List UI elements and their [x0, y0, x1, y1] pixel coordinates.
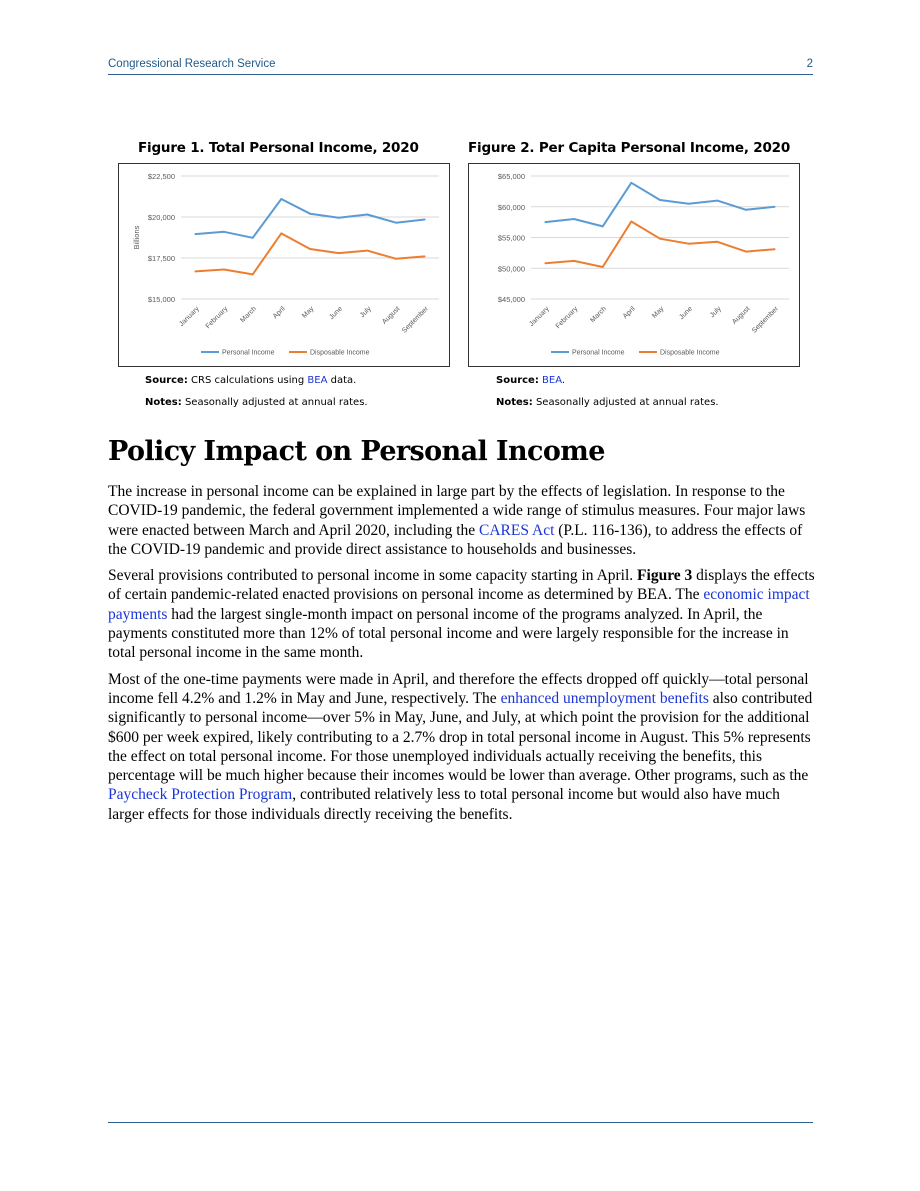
source-label: Source:	[145, 375, 188, 386]
data-point	[280, 233, 282, 235]
x-tick-label: September	[750, 305, 781, 335]
x-tick-label: May	[301, 305, 316, 320]
data-point	[630, 221, 632, 223]
figure-1-title: Figure 1. Total Personal Income, 2020	[138, 140, 419, 156]
data-point	[774, 206, 776, 208]
source-text: CRS calculations using	[191, 375, 305, 386]
notes-label: Notes:	[145, 397, 182, 408]
series-line-personal-income	[195, 199, 424, 238]
data-point	[252, 274, 254, 276]
y-tick-label: $20,000	[147, 213, 175, 222]
data-point	[366, 250, 368, 252]
chart-2-svg	[469, 164, 799, 366]
source-text-end: data.	[330, 375, 357, 386]
chart-1-svg	[119, 164, 449, 366]
x-tick-label: June	[328, 305, 345, 322]
figure-1-chart	[118, 163, 450, 367]
x-tick-label: March	[589, 305, 609, 325]
cares-act-link[interactable]: CARES Act	[479, 521, 555, 539]
x-tick-label: June	[678, 305, 695, 322]
data-point	[424, 255, 426, 257]
data-point	[659, 199, 661, 201]
data-point	[745, 209, 747, 211]
figure-1-notes	[145, 397, 368, 408]
data-point	[774, 248, 776, 250]
y-tick-label: $65,000	[497, 172, 525, 181]
data-point	[573, 260, 575, 262]
data-point	[223, 231, 225, 233]
data-point	[716, 200, 718, 202]
data-point	[338, 252, 340, 254]
data-point	[395, 258, 397, 260]
bea-link[interactable]: BEA	[307, 375, 328, 386]
notes-label: Notes:	[496, 397, 533, 408]
data-point	[424, 219, 426, 221]
data-point	[544, 262, 546, 264]
p3-text-b: also contributed significantly to personal income—over 5% in May, June, and July, at which point the provision for the additional $600 per week expired, likely contributing to a 2.7% drop in total personal income in August. This 5% represents the effect on total personal income. For those unemployed individuals actually receiving the benefits, this percentage will be much higher because their incomes would be lower than average. Other programs, such as the	[108, 689, 813, 785]
x-tick-label: August	[731, 305, 752, 326]
data-point	[366, 214, 368, 216]
x-tick-label: January	[528, 305, 551, 329]
data-point	[745, 251, 747, 253]
x-tick-label: July	[358, 305, 373, 320]
legend-label: Disposable Income	[660, 349, 720, 357]
y-tick-label: $55,000	[497, 233, 525, 243]
data-point	[309, 248, 311, 250]
p3-text-a: Most of the one-time payments were made in April, and therefore the effects dropped off quickly—total personal income fell 4.2% and 1.2% in May and June, respectively. The	[108, 670, 809, 707]
figure-1-source	[145, 375, 356, 386]
p1-text-b: (P.L. 116-136), to address the effects of the COVID-19 pandemic and provide direct assistance to households and businesses.	[108, 521, 803, 558]
data-point	[338, 217, 340, 219]
data-point	[280, 198, 282, 200]
x-tick-label: April	[271, 305, 287, 321]
data-point	[688, 243, 690, 245]
x-tick-label: January	[178, 305, 201, 329]
economic-impact-payments-link[interactable]: economic impact payments	[108, 586, 810, 623]
x-tick-label: April	[621, 305, 637, 321]
data-point	[716, 241, 718, 243]
legend-label: Personal Income	[572, 349, 625, 357]
data-point	[659, 238, 661, 240]
x-tick-label: February	[554, 305, 580, 331]
y-tick-label: $22,500	[147, 172, 175, 181]
series-line-disposable-income	[545, 222, 774, 268]
x-tick-label: February	[204, 305, 230, 331]
page-number: 2	[806, 58, 813, 70]
paragraph-3	[108, 670, 818, 824]
data-point	[544, 221, 546, 223]
data-point	[630, 182, 632, 184]
footer-rule	[108, 1122, 813, 1123]
x-tick-label: August	[381, 305, 402, 326]
body-text	[108, 482, 818, 831]
p2-text-b: displays the effects of certain pandemic-related enacted provisions on personal income as determined by BEA. The	[108, 567, 815, 604]
figure-2-source	[496, 375, 565, 386]
paragraph-2	[108, 566, 818, 662]
figure-3-ref: Figure 3	[637, 567, 693, 585]
figure-2-notes	[496, 397, 719, 408]
data-point	[309, 213, 311, 215]
notes-text: Seasonally adjusted at annual rates.	[184, 397, 368, 408]
enhanced-unemployment-benefits-link[interactable]: enhanced unemployment benefits	[500, 689, 709, 707]
p2-text-c: had the largest single-month impact on personal income of the programs analyzed. In April, the payments constituted more than 12% of total personal income and were largely responsible for the increase in total personal income in the same month.	[108, 605, 789, 662]
source-label: Source:	[496, 375, 539, 386]
series-line-disposable-income	[195, 233, 424, 274]
x-tick-label: May	[651, 305, 666, 320]
source-text-end: .	[561, 375, 566, 386]
data-point	[194, 271, 196, 273]
legend-label: Personal Income	[222, 349, 275, 357]
section-heading: Policy Impact on Personal Income	[108, 436, 605, 467]
data-point	[395, 222, 397, 224]
x-tick-label: March	[239, 305, 259, 325]
data-point	[602, 266, 604, 268]
data-point	[688, 203, 690, 205]
p3-text-c: , contributed relatively less to total personal income but would also have much larger effects for those individuals directly receiving the benefits.	[108, 786, 780, 823]
figure-2-chart	[468, 163, 800, 367]
y-axis-label: Billions	[132, 225, 141, 250]
y-tick-label: $45,000	[497, 295, 525, 304]
data-point	[573, 218, 575, 220]
data-point	[602, 226, 604, 228]
x-tick-label: September	[400, 305, 431, 335]
p2-text-a: Several provisions contributed to personal income in some capacity starting in April.	[108, 567, 638, 585]
bea-link[interactable]: BEA	[542, 375, 562, 386]
page-header	[108, 56, 813, 75]
y-tick-label: $17,500	[147, 254, 175, 263]
series-line-personal-income	[545, 183, 774, 227]
data-point	[223, 269, 225, 271]
x-tick-label: July	[708, 305, 723, 320]
y-tick-label: $50,000	[497, 264, 525, 274]
y-tick-label: $15,000	[147, 295, 175, 304]
figure-2-title: Figure 2. Per Capita Personal Income, 2020	[468, 140, 791, 156]
data-point	[252, 237, 254, 239]
legend-label: Disposable Income	[310, 349, 370, 357]
paragraph-1	[108, 482, 818, 559]
data-point	[194, 233, 196, 235]
p1-text-a: The increase in personal income can be explained in large part by the effects of legislation. In response to the COVID-19 pandemic, the federal government implemented a wide range of stimulus measures. Four major laws were enacted between March and April 2020, including the	[108, 483, 806, 539]
notes-text: Seasonally adjusted at annual rates.	[535, 397, 719, 408]
y-tick-label: $60,000	[497, 202, 525, 212]
header-org: Congressional Research Service	[108, 58, 276, 70]
paycheck-protection-program-link[interactable]: Paycheck Protection Program	[108, 786, 293, 804]
